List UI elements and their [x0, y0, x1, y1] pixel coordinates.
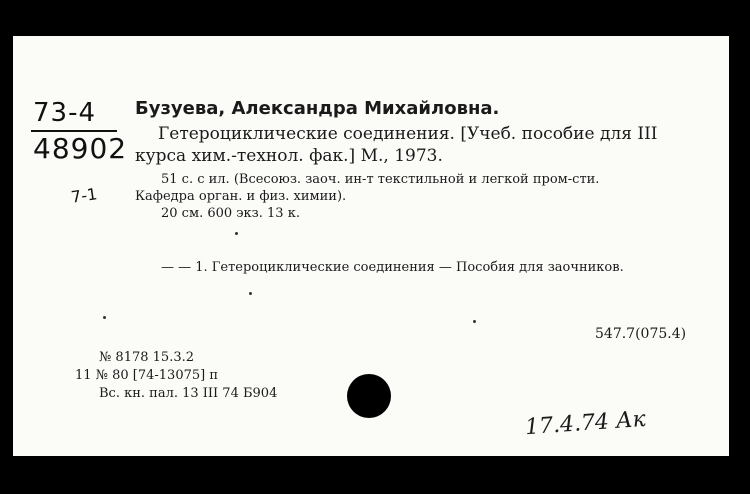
record-line-2: 11 № 80 [74-13075] п: [75, 368, 219, 383]
record-line-3: Вс. кн. пал. 13 III 74 Б904: [99, 386, 278, 401]
speck: [473, 320, 476, 323]
physical-description-2: Кафедра орган. и физ. химии).: [135, 189, 347, 204]
speck: [235, 232, 238, 235]
punch-hole: [347, 374, 391, 418]
author-heading: Бузуева, Александра Михайловна.: [135, 98, 500, 119]
title-line-1: Гетероциклические соединения. [Учеб. пособие для III: [158, 124, 658, 144]
physical-description-3: 20 см. 600 экз. 13 к.: [161, 206, 300, 221]
handwritten-scribble: 7-1: [69, 184, 99, 207]
catalog-card: [13, 36, 729, 456]
record-line-1: № 8178 15.3.2: [99, 350, 194, 365]
shelfmark-bottom: 48902: [33, 132, 128, 165]
speck: [103, 316, 106, 319]
speck: [249, 292, 252, 295]
physical-description-1: 51 с. с ил. (Всесоюз. заоч. ин-т текстильной и легкой пром-сти.: [161, 172, 600, 187]
classification-number: 547.7(075.4): [595, 326, 687, 342]
subject-tracing: — — 1. Гетероциклические соединения — Пособия для заочников.: [161, 260, 624, 275]
shelfmark-top: 73-4: [33, 98, 97, 128]
handwritten-note: 17.4.74 Ак: [524, 406, 647, 441]
title-line-2: курса хим.-технол. фак.] М., 1973.: [135, 146, 443, 166]
